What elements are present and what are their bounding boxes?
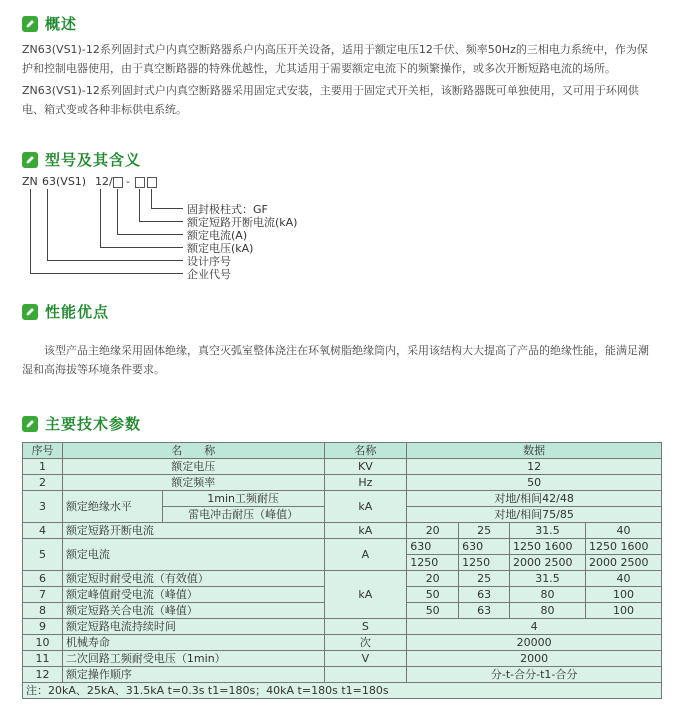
section-heading-model (22, 149, 141, 170)
row-value: 1250 (459, 555, 510, 571)
leader-line (117, 234, 183, 235)
row-value: 对地/相间75/85 (407, 507, 662, 523)
code-box (135, 177, 145, 188)
row-name: 额定短时耐受电流（有效值） (62, 571, 324, 587)
row-value: 50 (407, 587, 459, 603)
row-value: 100 (585, 587, 661, 603)
row-value: 63 (459, 603, 510, 619)
row-unit: 次 (324, 635, 407, 651)
section-heading-specs (22, 413, 141, 434)
row-value: 2000 2500 (585, 555, 661, 571)
row-value: 40 (585, 571, 661, 587)
row-value: 分-t-合分-t1-合分 (407, 667, 662, 683)
table-row (23, 635, 662, 651)
row-value: 100 (585, 603, 661, 619)
leader-line (151, 208, 183, 209)
leader-line (47, 189, 48, 261)
code-box (147, 177, 157, 188)
table-row (23, 475, 662, 491)
row-number: 8 (23, 603, 63, 619)
row-unit: Hz (324, 475, 407, 491)
row-unit (324, 667, 407, 683)
row-name: 机械寿命 (62, 635, 324, 651)
code-63: 63(VS1) (42, 175, 87, 188)
row-value: 80 (510, 587, 586, 603)
table-note: 注：20kA、25kA、31.5kA t=0.3s t1=180s；40kA t=180s t1=180s (23, 683, 662, 699)
model-label: 设计序号 (187, 255, 231, 268)
overview-paragraph-2: ZN63(VS1)-12系列固封式户内真空断路器采用固定式安装，主要用于固定式开关柜，该断路器既可单独使用，又可用于环网供电、箱式变或各种非标供电系统。 (22, 84, 639, 116)
row-value: 40 (585, 523, 661, 539)
leader-line (47, 260, 183, 261)
code-12: 12/ (95, 175, 113, 188)
code-dash: - (126, 175, 130, 188)
row-name: 额定电流 (62, 539, 324, 571)
row-name: 二次回路工频耐受电压（1min） (62, 651, 324, 667)
row-value: 4 (407, 619, 662, 635)
row-unit: KV (324, 459, 407, 475)
model-label: 企业代号 (187, 268, 231, 281)
row-name: 额定短路关合电流（峰值） (62, 603, 324, 619)
leader-line (139, 189, 140, 222)
row-name: 额定短路开断电流 (62, 523, 324, 539)
leader-line (151, 189, 152, 209)
row-value: 80 (510, 603, 586, 619)
leader-line (30, 273, 183, 274)
leader-line (100, 247, 183, 248)
section-heading-advantages (22, 301, 109, 322)
row-unit: S (324, 619, 407, 635)
model-label: 固封极柱式：GF (187, 203, 268, 216)
header-cell: 序号 (23, 443, 63, 459)
row-value: 50 (407, 603, 459, 619)
advantages-paragraph: 该型产品主绝缘采用固体绝缘，真空灭弧室整体浇注在环氧树脂绝缘筒内，采用该结构大大提高了产品的绝缘性能，能满足潮湿和高海拔等环境条件要求。 (22, 344, 649, 376)
header-cell: 名称 (324, 443, 407, 459)
row-name: 额定操作顺序 (62, 667, 324, 683)
model-label: 额定电压(kA) (187, 242, 254, 255)
section-heading-overview (22, 13, 77, 34)
row-value: 25 (459, 523, 510, 539)
header-cell: 名 称 (62, 443, 324, 459)
row-value: 1250 1600 (585, 539, 661, 555)
row-name: 额定频率 (62, 475, 324, 491)
table-row (23, 459, 662, 475)
pencil-icon (22, 152, 38, 168)
row-subname: 雷电冲击耐压（峰值） (162, 507, 324, 523)
row-value: 63 (459, 587, 510, 603)
leader-line (30, 189, 31, 274)
table-row (23, 651, 662, 667)
table-row (23, 667, 662, 683)
row-unit: kA (324, 571, 407, 619)
row-value: 31.5 (510, 571, 586, 587)
row-number: 6 (23, 571, 63, 587)
row-number: 12 (23, 667, 63, 683)
row-number: 3 (23, 491, 63, 523)
table-row (23, 491, 662, 507)
row-value: 对地/相间42/48 (407, 491, 662, 507)
row-number: 2 (23, 475, 63, 491)
code-box (113, 177, 123, 188)
table-row (23, 571, 662, 587)
row-name: 额定短路电流持续时间 (62, 619, 324, 635)
row-unit: A (324, 539, 407, 571)
row-name: 额定电压 (62, 459, 324, 475)
section-title: 型号及其含义 (45, 151, 142, 169)
row-value: 20000 (407, 635, 662, 651)
row-value: 1250 (407, 555, 459, 571)
row-name: 额定峰值耐受电流（峰值） (62, 587, 324, 603)
row-value: 50 (407, 475, 662, 491)
table-row (23, 539, 662, 555)
row-value: 25 (459, 571, 510, 587)
row-value: 630 (459, 539, 510, 555)
model-label: 额定电流(A) (187, 229, 248, 242)
pencil-icon (22, 16, 38, 32)
row-value: 31.5 (510, 523, 586, 539)
table-row (23, 619, 662, 635)
row-number: 9 (23, 619, 63, 635)
row-number: 5 (23, 539, 63, 571)
spec-table (22, 442, 662, 699)
table-note-row (23, 683, 662, 699)
pencil-icon (22, 416, 38, 432)
overview-paragraph-1: ZN63(VS1)-12系列固封式户内真空断路器系户内高压开关设备，适用于额定电压12千伏、频率50Hz的三相电力系统中，作为保护和控制电器使用，由于真空断路器的特殊优越性，尤其适用于需要额定电流下的频繁操作，或多次开断短路电流的场所。 (22, 43, 648, 75)
leader-line (117, 189, 118, 235)
table-row (23, 523, 662, 539)
leader-line (139, 221, 183, 222)
pencil-icon (22, 304, 38, 320)
row-number: 4 (23, 523, 63, 539)
row-number: 1 (23, 459, 63, 475)
code-zn: ZN (22, 175, 38, 188)
row-name: 额定绝缘水平 (62, 491, 162, 523)
row-unit: kA (324, 491, 407, 523)
row-unit: V (324, 651, 407, 667)
row-value: 630 (407, 539, 459, 555)
header-cell: 数据 (407, 443, 662, 459)
row-value: 20 (407, 523, 459, 539)
row-value: 12 (407, 459, 662, 475)
section-title: 概述 (45, 15, 78, 33)
row-subname: 1min工频耐压 (162, 491, 324, 507)
row-number: 7 (23, 587, 63, 603)
row-unit: kA (324, 523, 407, 539)
section-title: 性能优点 (45, 303, 110, 321)
model-label: 额定短路开断电流(kA) (187, 216, 298, 229)
section-title: 主要技术参数 (45, 415, 142, 433)
model-code-diagram (22, 175, 382, 285)
row-number: 11 (23, 651, 63, 667)
row-value: 2000 (407, 651, 662, 667)
row-value: 2000 2500 (510, 555, 586, 571)
row-number: 10 (23, 635, 63, 651)
leader-line (100, 189, 101, 248)
row-value: 1250 1600 (510, 539, 586, 555)
row-value: 20 (407, 571, 459, 587)
table-header-row (23, 443, 662, 459)
